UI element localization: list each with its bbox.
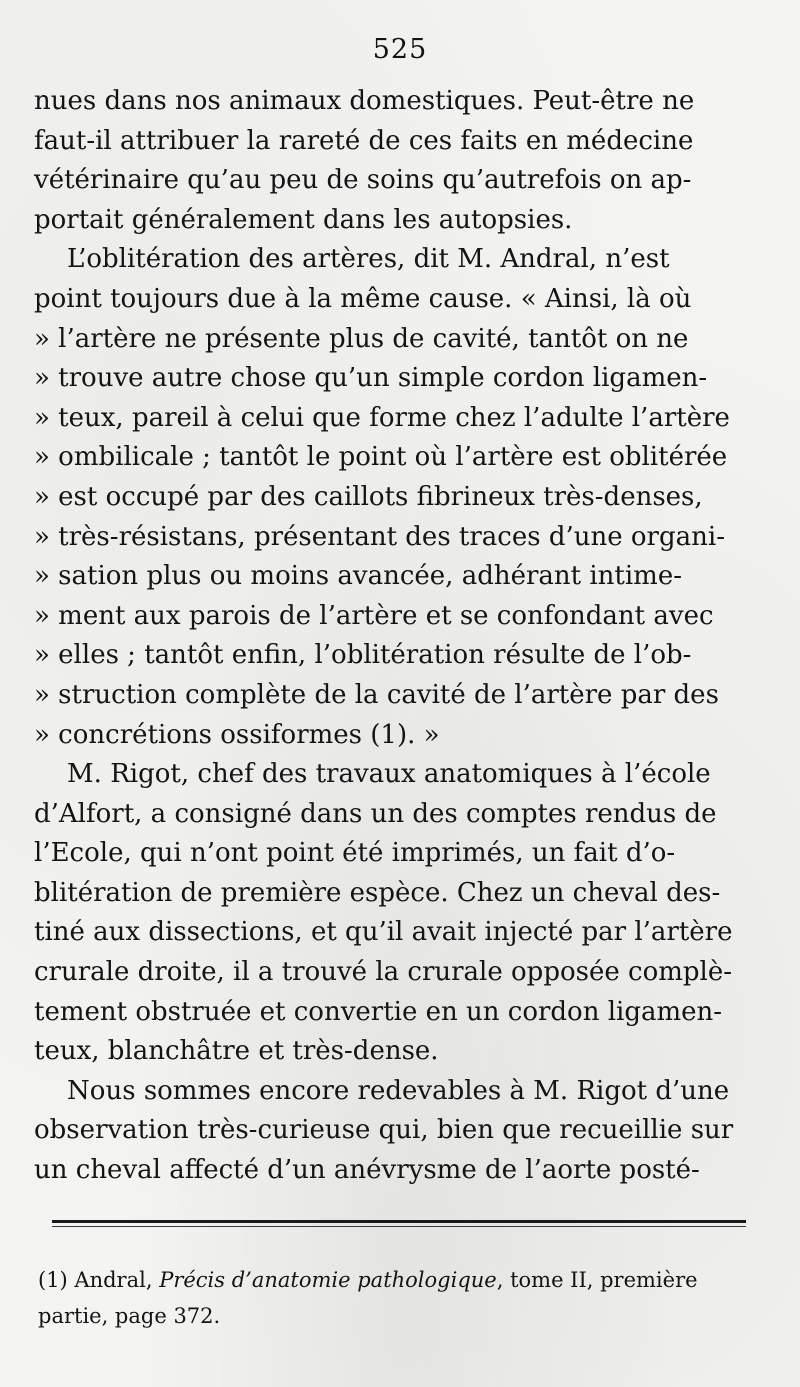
footnote-line-2: partie, page 372. [38, 1304, 221, 1328]
text-line: » concrétions ossiformes (1). » [34, 719, 440, 750]
text-line: un cheval affecté d’un anévrysme de l’aorte posté- [34, 1155, 700, 1186]
text-line: » très-résistans, présentant des traces d’une organi- [34, 521, 725, 552]
text-line: nues dans nos animaux domestiques. Peut-être ne [34, 86, 695, 116]
footnote-rule [52, 1220, 746, 1223]
text-line: blitération de première espèce. Chez un cheval des- [34, 877, 721, 908]
page-number: 525 [372, 34, 428, 65]
text-line: l’Ecole, qui n’ont point été imprimés, un fait d’o- [34, 838, 676, 869]
text-line: M. Rigot, chef des travaux anatomiques à l’école [34, 759, 711, 790]
footnote [38, 1262, 768, 1334]
text-line: faut-il attribuer la rareté de ces faits en médecine [34, 125, 694, 156]
text-line: » ombilicale ; tantôt le point où l’artère est oblitérée [34, 442, 728, 473]
text-line: teux, blanchâtre et très-dense. [34, 1036, 439, 1067]
text-line: point toujours due à la même cause. « Ainsi, là où [34, 283, 692, 314]
footnote-marker: (1) Andral, [38, 1268, 153, 1292]
text-line: tement obstruée et convertie en un cordon ligamen- [34, 996, 723, 1027]
text-line: observation très-curieuse qui, bien que recueillie sur [34, 1115, 734, 1146]
body-text [34, 82, 764, 1191]
text-line: » sation plus ou moins avancée, adhérant intime- [34, 561, 683, 592]
text-line: » teux, pareil à celui que forme chez l’adulte l’artère [34, 402, 730, 433]
text-line: » ment aux parois de l’artère et se confondant avec [34, 600, 714, 631]
text-line: d’Alfort, a consigné dans un des comptes rendus de [34, 798, 717, 829]
footnote-title: Précis d’anatomie pathologique [159, 1268, 497, 1292]
footnote-line-1 [38, 1262, 768, 1298]
text-line: » trouve autre chose qu’un simple cordon ligamen- [34, 363, 708, 394]
text-line: » struction complète de la cavité de l’artère par des [34, 679, 719, 710]
text-line: portait généralement dans les autopsies. [34, 204, 573, 235]
text-line: » elles ; tantôt enfin, l’oblitération résulte de l’ob- [34, 640, 692, 671]
text-line: vétérinaire qu’au peu de soins qu’autrefois on ap- [34, 165, 692, 196]
text-line: L’oblitération des artères, dit M. Andral, n’est [34, 244, 670, 275]
footnote-rest: , tome II, première [496, 1268, 698, 1292]
text-line: » l’artère ne présente plus de cavité, tantôt on ne [34, 323, 689, 354]
text-line: crurale droite, il a trouvé la crurale opposée complè- [34, 957, 733, 988]
text-line: tiné aux dissections, et qu’il avait injecté par l’artère [34, 917, 733, 948]
text-line: » est occupé par des caillots fibrineux très-denses, [34, 481, 703, 512]
footnote-rule-thin [52, 1226, 746, 1227]
text-line: Nous sommes encore redevables à M. Rigot d’une [34, 1075, 730, 1106]
